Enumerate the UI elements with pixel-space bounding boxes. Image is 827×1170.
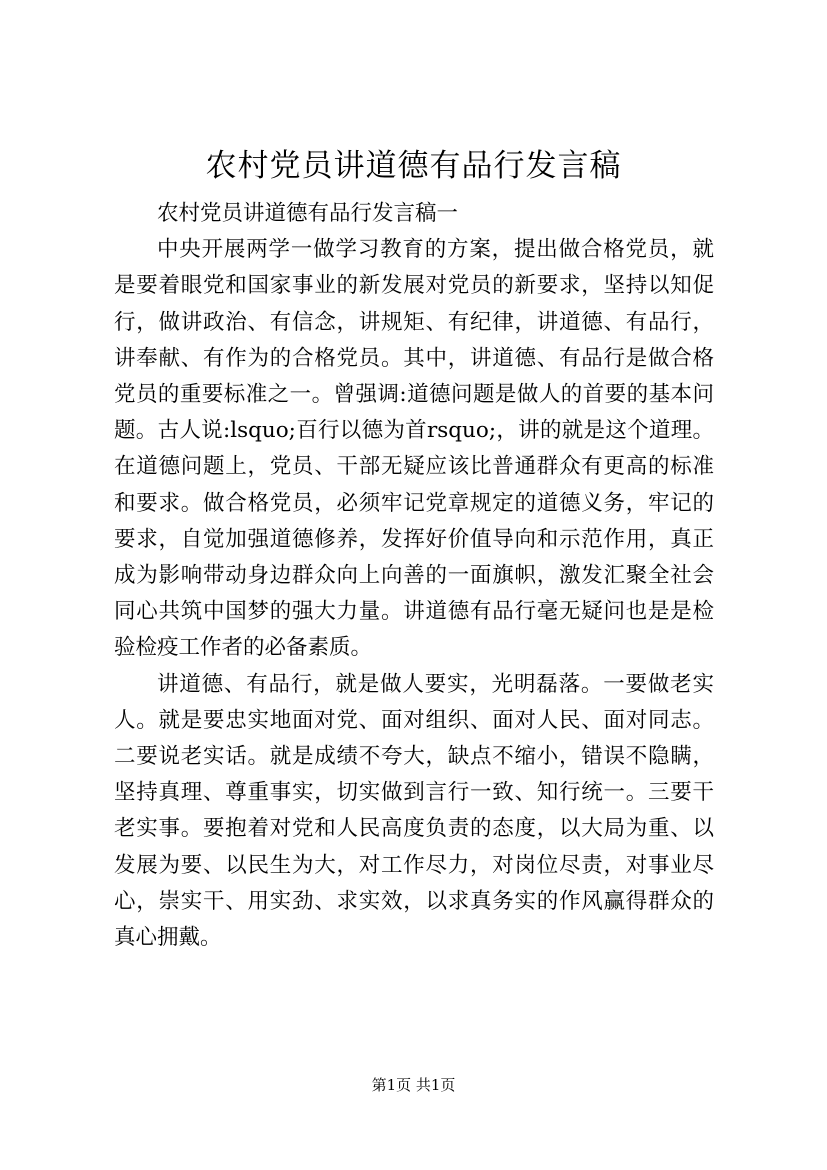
page-footer: 第1页 共1页: [371, 1076, 456, 1094]
document-title: 农村党员讲道德有品行发言稿: [205, 148, 622, 184]
paragraph-1: 中央开展两学一做学习教育的方案，提出做合格党员，就是要着眼党和国家事业的新发展对党员的新要求，坚持以知促行，做讲政治、有信念，讲规矩、有纪律，讲道德、有品行，讲奉献、有作为的合格党员。其中，讲道德、有品行是做合格党员的重要标准之一。曾强调:道德问题是做人的首要的基本问题。古人说:lsquo;百行以德为首rsquo;，讲的就是这个道理。在道德问题上，党员、干部无疑应该比普通群众有更高的标准和要求。做合格党员，必须牢记党章规定的道德义务，牢记的要求，自觉加强道德修养，发挥好价值导向和示范作用，真正成为影响带动身边群众向上向善的一面旗帜，激发汇聚全社会同心共筑中国梦的强大力量。讲道德有品行毫无疑问也是是检验检疫工作者的必备素质。: [114, 237, 714, 661]
paragraph-2: 讲道德、有品行，就是做人要实，光明磊落。一要做老实人。就是要忠实地面对党、面对组织、面对人民、面对同志。二要说老实话。就是成绩不夸大，缺点不缩小，错误不隐瞒，坚持真理、尊重事实，切实做到言行一致、知行统一。三要干老实事。要抱着对党和人民高度负责的态度，以大局为重、以发展为要、以民生为大，对工作尽力，对岗位尽责，对事业尽心，崇实干、用实劲、求实效，以求真务实的作风赢得群众的真心拥戴。: [114, 671, 714, 951]
document-subtitle: 农村党员讲道德有品行发言稿一: [157, 201, 459, 226]
document-body: [114, 196, 714, 956]
